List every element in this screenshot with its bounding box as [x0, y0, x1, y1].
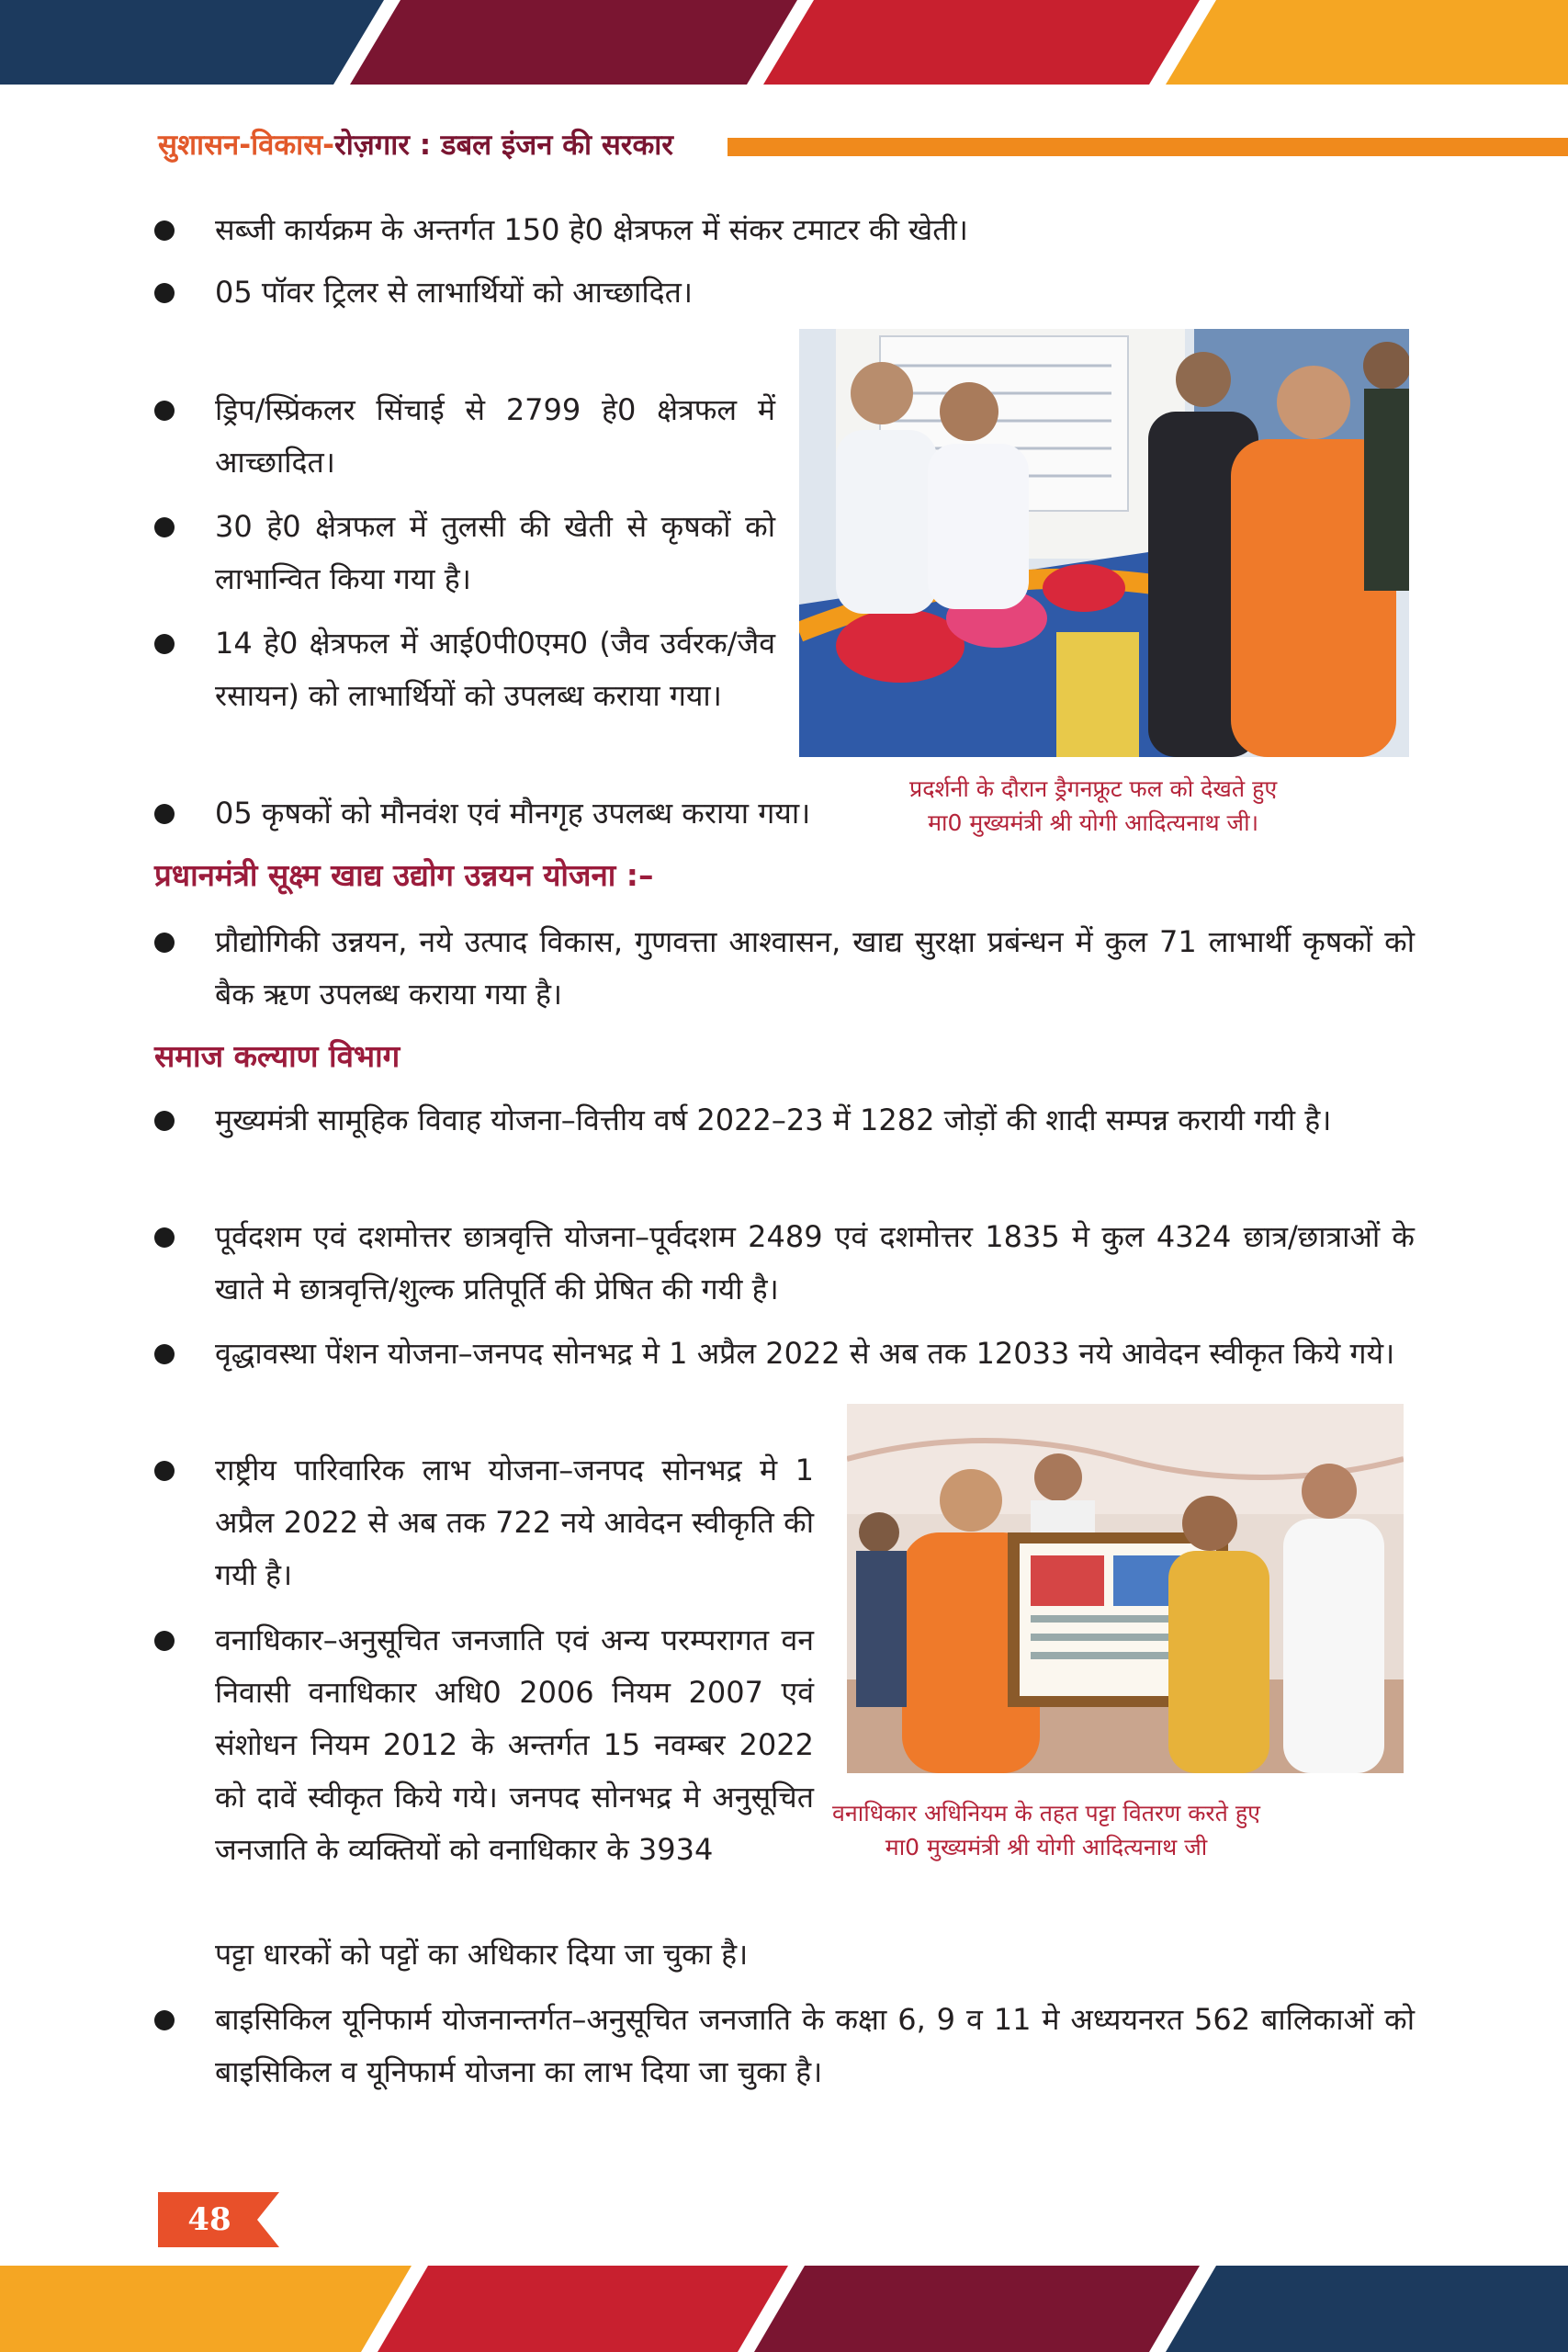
bullet-icon [154, 634, 175, 654]
bullet-icon [154, 401, 175, 421]
bullet-icon [154, 933, 175, 953]
bullet-icon [154, 2010, 175, 2030]
page-number: 48 [187, 2201, 231, 2238]
bullet-icon [154, 1227, 175, 1248]
header-title: सुशासन-विकास-रोज़गार : डबल इंजन की सरकार [158, 129, 673, 162]
bullet-icon [154, 804, 175, 824]
bullet-icon [154, 220, 175, 241]
section-heading: प्रधानमंत्री सूक्ष्म खाद्य उद्योग उन्नयन योजना :– [154, 857, 654, 893]
header-rule [728, 138, 1568, 156]
exhibition-photo [799, 329, 1409, 757]
bullet-icon [154, 283, 175, 303]
bullet-icon [154, 1111, 175, 1131]
bottom-decorative-band [0, 2266, 1568, 2352]
photo1-caption: प्रदर्शनी के दौरान ड्रैगनफ्रूट फल को देखते हुए मा0 मुख्यमंत्री श्री योगी आदित्यनाथ जी। [909, 775, 1278, 836]
bullet-icon [154, 1461, 175, 1481]
page-header [158, 125, 1413, 165]
section-heading: समाज कल्याण विभाग [154, 1038, 400, 1074]
bullet-icon [154, 1631, 175, 1651]
photo2-caption: वनाधिकार अधिनियम के तहत पट्टा वितरण करते हुए मा0 मुख्यमंत्री श्री योगी आदित्यनाथ जी [832, 1800, 1260, 1860]
bullet-icon [154, 517, 175, 537]
bullet-icon [154, 1344, 175, 1364]
page-number-tab [158, 2192, 279, 2247]
top-decorative-band [0, 0, 1568, 85]
land-rights-distribution-photo [847, 1404, 1404, 1773]
